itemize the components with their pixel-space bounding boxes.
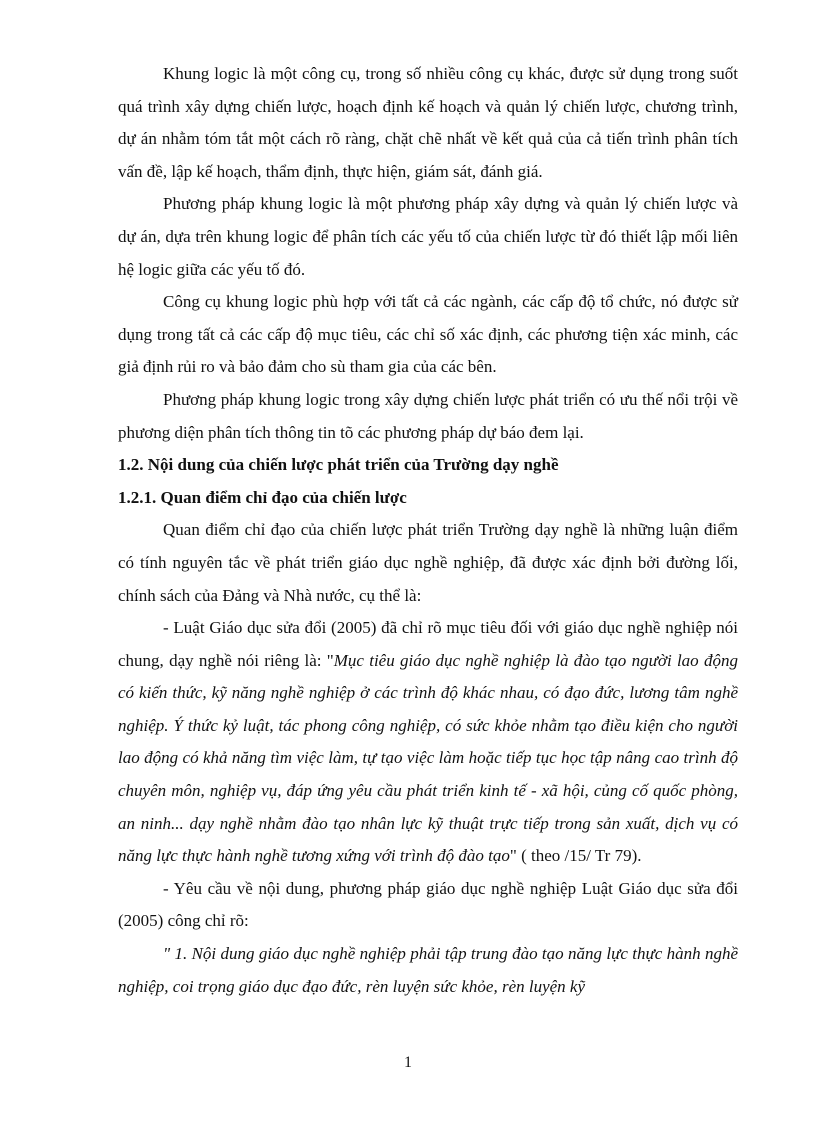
section-heading-1-2-1: 1.2.1. Quan điểm chỉ đạo của chiến lược xyxy=(118,487,407,507)
body-text xyxy=(118,58,738,1003)
law-citation-text: " ( theo /15/ Tr 79). xyxy=(509,846,642,866)
paragraph-logframe-method: Phương pháp khung logic là một phương pháp xây dựng và quản lý chiến lược và dự án, dựa trên khung logic để phân tích các yếu tố của chiến lược từ đó thiết lập mối liên hệ logic giữa các yếu tố đó. xyxy=(118,194,738,279)
section-heading-1-2: 1.2. Nội dung của chiến lược phát triển của Trường dạy nghề xyxy=(118,455,559,475)
paragraph-logframe-tool: Công cụ khung logic phù hợp với tất cả các ngành, các cấp độ tổ chức, nó được sử dụng trong tất cả các cấp độ mục tiêu, các chỉ số xác định, các phương tiện xác minh, các giả định rủi ro và bảo đảm cho sù tham gia của các bên. xyxy=(118,292,738,377)
paragraph-logframe-definition: Khung logic là một công cụ, trong số nhiều công cụ khác, được sử dụng trong suốt quá trình xây dựng chiến lược, hoạch định kế hoạch và quản lý chiến lược, chương trình, dự án nhằm tóm tắt một cách rõ ràng, chặt chẽ nhất về kết quả của cả tiến trình phân tích vấn đề, lập kế hoạch, thẩm định, thực hiện, giám sát, đánh giá. xyxy=(118,64,738,181)
law-lead-text: - Luật Giáo dục sửa đổi (2005) đã chỉ rõ mục tiêu đối với giáo dục nghề nghiệp nói chung, dạy nghề nói riêng là: " xyxy=(118,618,738,670)
paragraph-guiding-views: Quan điểm chỉ đạo của chiến lược phát triển Trường dạy nghề là những luận điểm có tính nguyên tắc về phát triển giáo dục nghề nghiệp, đã được xác định bởi đường lối, chính sách của Đảng và Nhà nước, cụ thể là: xyxy=(118,520,738,605)
paragraph-vocational-content-quote: " 1. Nội dung giáo dục nghề nghiệp phải tập trung đào tạo năng lực thực hành nghề nghiệp, coi trọng giáo dục đạo đức, rèn luyện sức khỏe, rèn luyện kỹ xyxy=(118,944,738,996)
paragraph-logframe-advantage: Phương pháp khung logic trong xây dựng chiến lược phát triển có ưu thế nổi trội về phương diện phân tích thông tin tõ các phương pháp dự báo đem lại. xyxy=(118,389,738,442)
paragraph-content-requirements: - Yêu cầu về nội dung, phương pháp giáo dục nghề nghiệp Luật Giáo dục sửa đổi (2005) công chỉ rõ: xyxy=(118,878,738,931)
paragraph-education-law-objective xyxy=(118,612,738,873)
page-number: 1 xyxy=(404,1054,412,1071)
law-quote-text: Mục tiêu giáo dục nghề nghiệp là đào tạo người lao động có kiến thức, kỹ năng nghề nghiệp ở các trình độ khác nhau, có đạo đức, lương tâm nghề nghiệp. Ý thức kỷ luật, tác phong công nghiệp, có sức khỏe nhằm tạo điều kiện cho người lao động có khả năng tìm việc làm, tự tạo việc làm hoặc tiếp tục học tập nâng cao trình độ chuyên môn, nghiệp vụ, đáp ứng yêu cầu phát triển kinh tế - xã hội, củng cố quốc phòng, an ninh... dạy nghề nhằm đào tạo nhân lực kỹ thuật trực tiếp trong sản xuất, dịch vụ có năng lực thực hành nghề tương xứng với trình độ đào tạo xyxy=(118,650,738,866)
